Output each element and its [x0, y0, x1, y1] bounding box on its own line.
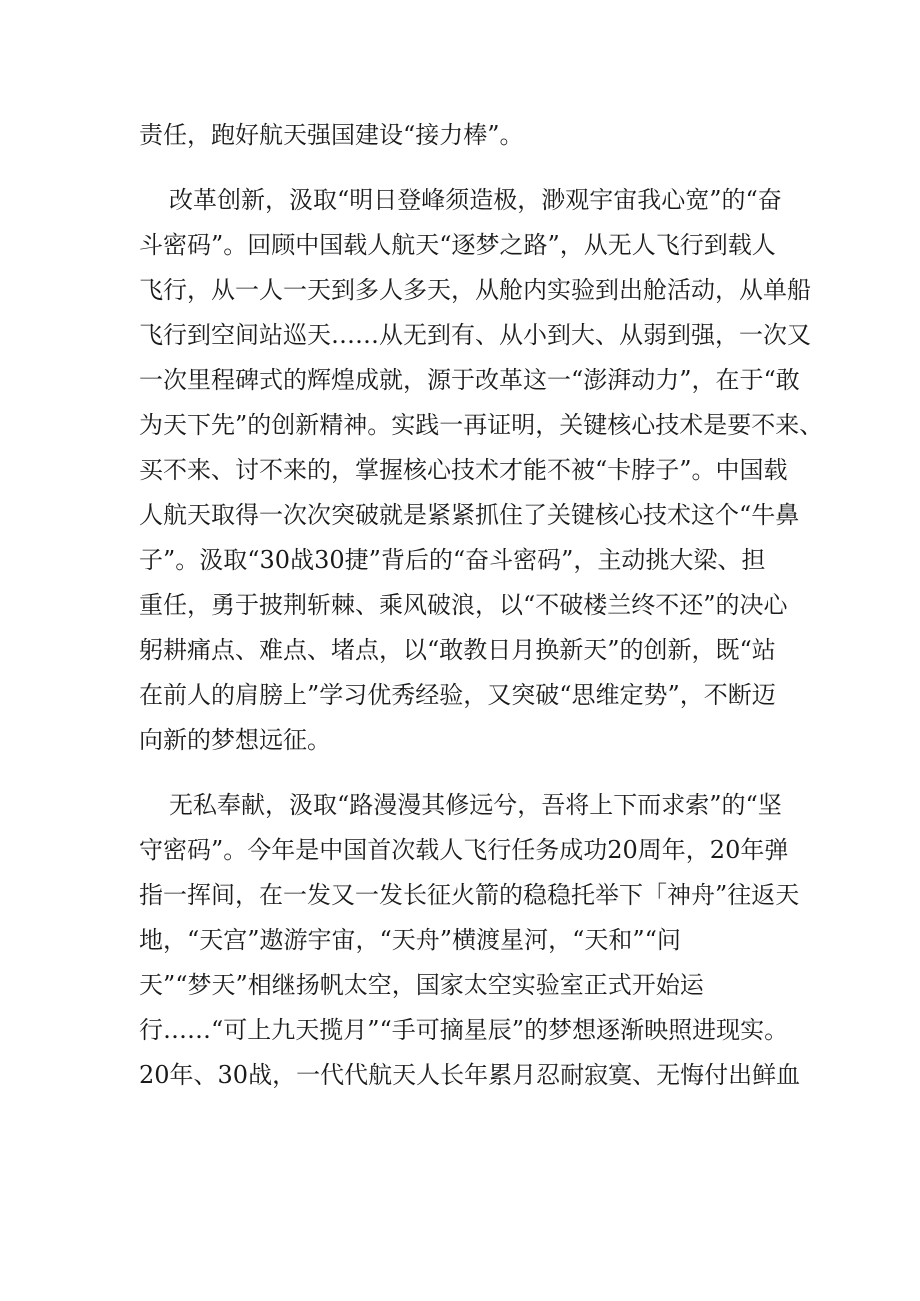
- text-line-10: [0, 540, 920, 580]
- line-text: 子”。汲取“30战30捷”背后的“奋斗密码”，主动挑大梁、担: [139, 546, 766, 574]
- text-line-21: [0, 1055, 920, 1095]
- text-line-12: [0, 630, 920, 670]
- text-line-15: [0, 785, 920, 825]
- text-line-8: [0, 450, 920, 490]
- text-line-14: [0, 720, 920, 760]
- line-text: 买不来、讨不来的，掌握核心技术才能不被“卡脖子”。中国载: [139, 456, 788, 484]
- text-line-19: [0, 965, 920, 1005]
- text-line-9: [0, 495, 920, 535]
- text-line-13: [0, 675, 920, 715]
- text-line-16: [0, 830, 920, 870]
- line-text: 无私奉献，汲取“路漫漫其修远兮，吾将上下而求索”的“坚: [169, 791, 782, 819]
- line-text: 一次里程碑式的辉煌成就，源于改革这一“澎湃动力”，在于“敢: [139, 366, 800, 394]
- line-text: 飞行到空间站巡天……从无到有、从小到大、从弱到强，一次又: [139, 321, 811, 349]
- text-line-5: [0, 315, 920, 355]
- text-line-11: [0, 585, 920, 625]
- text-line-1: [0, 115, 920, 155]
- line-text: 行……“可上九天揽月”“手可摘星辰”的梦想逐渐映照进现实。: [139, 1016, 789, 1044]
- line-text: 地，“天宫”遨游宇宙，“天舟”横渡星河，“天和”“问: [139, 926, 681, 954]
- line-text: 为天下先”的创新精神。实践一再证明，关键核心技术是要不来、: [139, 411, 824, 439]
- line-text: 在前人的肩膀上”学习优秀经验，又突破“思维定势”，不断迈: [139, 681, 776, 709]
- line-text: 飞行，从一人一天到多人多天，从舱内实验到出舱活动，从单船: [139, 276, 811, 304]
- text-line-3: [0, 225, 920, 265]
- line-text: 向新的梦想远征。: [139, 726, 331, 754]
- line-text: 守密码”。今年是中国首次载人飞行任务成功20周年，20年弹: [139, 836, 789, 864]
- text-line-20: [0, 1010, 920, 1050]
- line-text: 人航天取得一次次突破就是紧紧抓住了关键核心技术这个“牛鼻: [139, 501, 800, 529]
- text-line-17: [0, 875, 920, 915]
- text-line-2: [0, 180, 920, 220]
- line-text: 指一挥间，在一发又一发长征火箭的稳稳托举下「神舟”往返天: [139, 881, 800, 909]
- text-line-6: [0, 360, 920, 400]
- line-text: 责任，跑好航天强国建设“接力棒”。: [139, 121, 524, 149]
- line-text: 20年、30战，一代代航天人长年累月忍耐寂寞、无悔付出鲜血: [139, 1061, 801, 1089]
- text-line-18: [0, 920, 920, 960]
- line-text: 天”“梦天”相继扬帆太空，国家太空实验室正式开始运: [139, 971, 704, 999]
- line-text: 改革创新，汲取“明日登峰须造极，渺观宇宙我心宽”的“奋: [169, 186, 782, 214]
- line-text: 躬耕痛点、难点、堵点，以“敢教日月换新天”的创新，既“站: [139, 636, 776, 664]
- text-line-4: [0, 270, 920, 310]
- line-text: 重任，勇于披荆斩棘、乘风破浪，以“不破楼兰终不还”的决心: [139, 591, 788, 619]
- line-text: 斗密码”。回顾中国载人航天“逐梦之路”，从无人飞行到载人: [139, 231, 776, 259]
- text-line-7: [0, 405, 920, 445]
